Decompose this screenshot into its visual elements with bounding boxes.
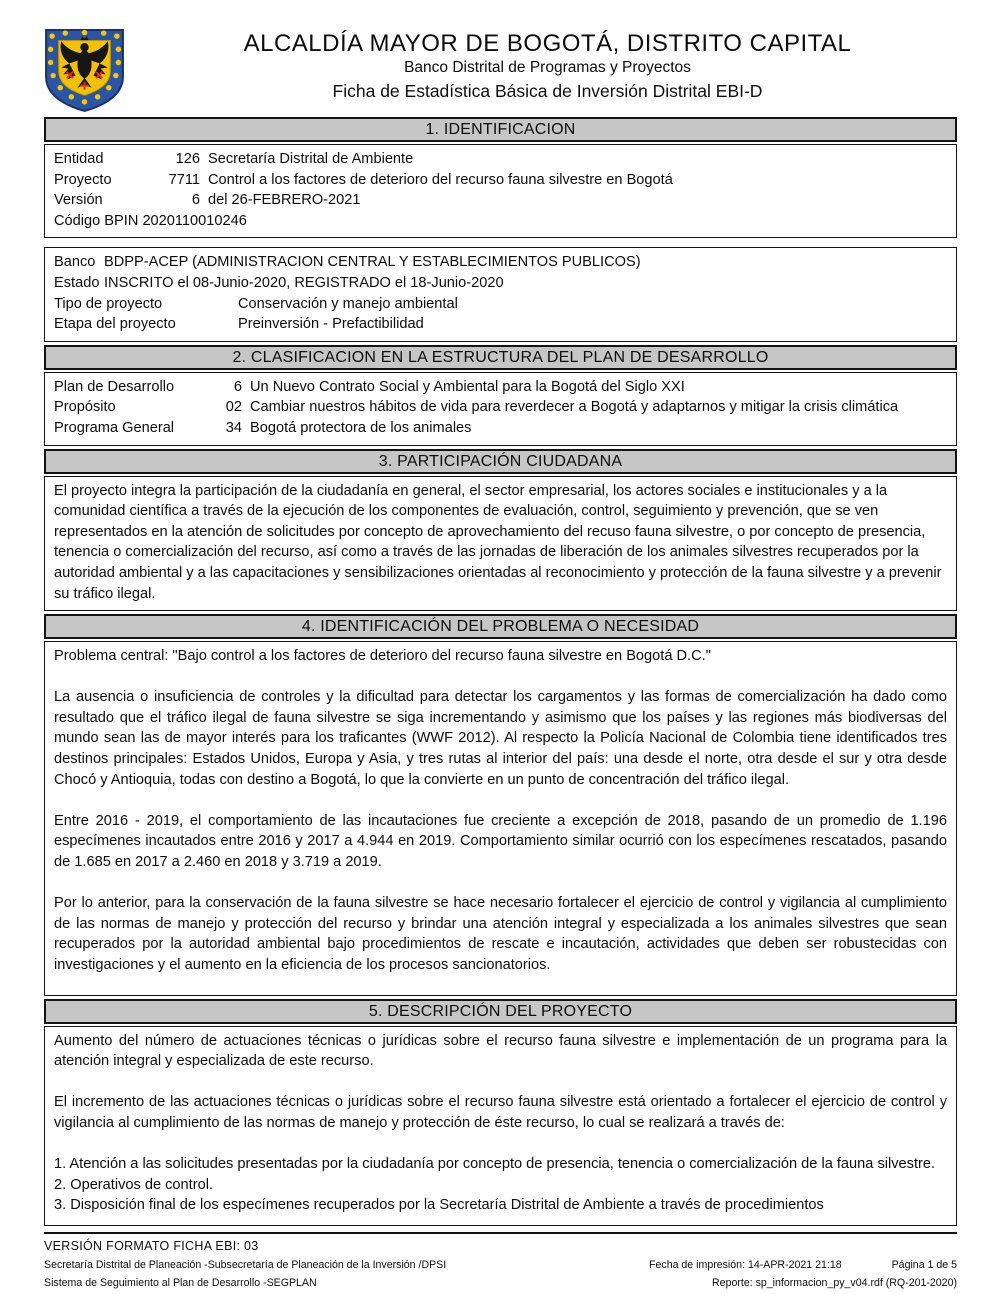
spacer bbox=[54, 976, 947, 989]
proposito-label: Propósito bbox=[54, 399, 116, 416]
field-row-codigo-bpin bbox=[54, 211, 947, 232]
entidad-code: 126 bbox=[175, 151, 200, 167]
estado-value: INSCRITO el 08-Junio-2020, REGISTRADO el 18-Junio-2020 bbox=[104, 274, 504, 291]
participation-paragraph: El proyecto integra la participación de la ciudadanía en general, el sector empresarial, los actores sociales e institucionales y a la comunidad científica a través de la ejecución de los componentes de evaluación, control, seguimiento y prevención, que se ven representados en la atención de solicitudes por concepto de aprovechamiento del recuso fauna silvestre, o por concepto de presencia, tenencia o comercialización del recurso, así como a través de las jornadas de liberación de los animales silvestres recuperados por la autoridad ambiental y a las capacitaciones y sensibilizaciones orientadas al reconocimiento y protección de la fauna silvestre y a prevenir su tráfico ilegal. bbox=[54, 482, 942, 602]
programa-value: Bogotá protectora de los animales bbox=[250, 419, 472, 436]
descripcion-paragraph-2: El incremento de las actuaciones técnicas o jurídicas sobre el recurso fauna silvestre está orientado a fortalecer el ejercicio de control y vigilancia al cumplimiento de las normas de manejo y protección de éste recurso, lo cual se realizará a través de: bbox=[54, 1094, 947, 1131]
document-header bbox=[0, 0, 1000, 114]
format-version-label: VERSIÓN FORMATO FICHA EBI: 03 bbox=[44, 1239, 259, 1253]
section-4-header bbox=[44, 614, 957, 639]
etapa-proyecto-value: Preinversión - Prefactibilidad bbox=[238, 316, 424, 333]
field-row-estado bbox=[54, 273, 947, 294]
entidad-value: Secretaría Distrital de Ambiente bbox=[208, 151, 414, 167]
etapa-proyecto-label: Etapa del proyecto bbox=[54, 316, 176, 333]
proyecto-label: Proyecto bbox=[54, 171, 112, 188]
programa-code: 34 bbox=[225, 419, 242, 436]
section-5-title: 5. DESCRIPCIÓN DEL PROYECTO bbox=[368, 1002, 633, 1020]
tipo-proyecto-value: Conservación y manejo ambiental bbox=[238, 295, 458, 312]
incautaciones-paragraph: Entre 2016 - 2019, el comportamiento de las incautaciones fue creciente a excepción de 2018, pasando de un promedio de 1.196 especímenes incautados entre 2016 y 2017 a 4.944 en 2019. Comportamiento similar ocurrió con los especímenes rescatados, pasando de 1.685 en 2017 a 2.460 en 2018 y 3.719 a 2019. bbox=[54, 812, 947, 871]
bank-info-box bbox=[44, 247, 957, 341]
descripcion-paragraph-1: Aumento del número de actuaciones técnicas o jurídicas sobre el recurso fauna silvestre e implementación de un programa para la atención integral y especializada de este recurso. bbox=[54, 1032, 947, 1070]
field-row-tipo-proyecto bbox=[54, 294, 947, 315]
title-block bbox=[95, 0, 1000, 103]
report-reference: Reporte: sp_informacion_py_v04.rdf (RQ-201-2020) bbox=[712, 1276, 957, 1289]
list-item-3: 3. Disposición final de los especímenes recuperados por la Secretaría Distrital de Ambiente a través de procedimientos bbox=[54, 1197, 824, 1214]
plan-value: Un Nuevo Contrato Social y Ambiental para la Bogotá del Siglo XXI bbox=[250, 378, 685, 395]
spacer bbox=[54, 667, 947, 688]
list-item-1: 1. Atención a las solicitudes presentadas por la ciudadanía por concepto de presencia, tenencia o comercialización de la fauna silvestre. bbox=[54, 1156, 936, 1173]
print-date: Fecha de impresión: 14-APR-2021 21:18 bbox=[649, 1259, 842, 1271]
proyecto-value: Control a los factores de deterioro del recurso fauna silvestre en Bogotá bbox=[208, 171, 673, 188]
estado-label: Estado bbox=[54, 274, 100, 291]
plan-label: Plan de Desarrollo bbox=[54, 378, 175, 395]
proposito-value: Cambiar nuestros hábitos de vida para reverdecer a Bogotá y adaptarnos y mitigar la crisis climática bbox=[250, 399, 899, 416]
banco-value: BDPP-ACEP (ADMINISTRACION CENTRAL Y ESTABLECIMIENTOS PUBLICOS) bbox=[104, 254, 641, 271]
section-5-header bbox=[44, 999, 957, 1024]
bpin-value: 2020110010246 bbox=[142, 212, 247, 229]
section-3-title: 3. PARTICIPACIÓN CIUDADANA bbox=[378, 452, 623, 470]
field-row-proposito bbox=[54, 397, 947, 418]
section-2-header bbox=[44, 345, 957, 370]
footer-entity-line: Secretaría Distrital de Planeación -Subsecretaría de Planeación de la Inversión /DPSI bbox=[44, 1259, 447, 1271]
page-indicator: Página 1 de 5 bbox=[891, 1259, 957, 1271]
footer-system-line: Sistema de Seguimiento al Plan de Desarrollo -SEGPLAN bbox=[44, 1276, 317, 1289]
version-label: Versión bbox=[54, 192, 103, 209]
page-title: ALCALDÍA MAYOR DE BOGOTÁ, DISTRITO CAPITAL bbox=[243, 30, 852, 57]
list-item-2: 2. Operativos de control. bbox=[54, 1176, 213, 1193]
proposito-code: 02 bbox=[225, 399, 242, 416]
citizen-participation-box bbox=[44, 476, 957, 612]
problema-context-paragraph: La ausencia o insuficiencia de controles y la dificultad para detectar los cargamentos y las formas de comercialización ha dado como resultado que el tráfico ilegal de fauna silvestre se siga incrementando y asimismo que los países y las regiones más biodiversas del mundo sean las de mayor interés para los traficantes (WWF 2012). Al respecto la Policía Nacional de Colombia tiene identificados tres destinos principales: Estados Unidos, Europa y Asia, y tres rutas al interior del país: una desde el norte, otra desde el sur y otra desde Chocó y Antioquia, todas con destino a Bogotá, lo que la convierte en un punto de concentración del tráfico ilegal. bbox=[54, 689, 947, 788]
field-row-entidad bbox=[54, 149, 947, 170]
footer-row-2 bbox=[44, 1277, 957, 1290]
field-row-version bbox=[54, 190, 947, 211]
field-row-programa-general bbox=[54, 418, 947, 439]
section-1-title: 1. IDENTIFICACION bbox=[425, 121, 576, 138]
page-subtitle: Banco Distrital de Programas y Proyectos bbox=[404, 59, 691, 76]
spacer bbox=[54, 1072, 947, 1093]
section-2-title: 2. CLASIFICACION EN LA ESTRUCTURA DEL PLAN DE DESARROLLO bbox=[232, 348, 769, 366]
identification-box bbox=[44, 144, 957, 238]
field-row-plan-desarrollo bbox=[54, 377, 947, 398]
tipo-proyecto-label: Tipo de proyecto bbox=[54, 295, 163, 312]
footer-row-1-right bbox=[649, 1259, 957, 1272]
plan-classification-box bbox=[44, 372, 957, 446]
section-1-header bbox=[44, 117, 957, 142]
page-footer bbox=[44, 1232, 957, 1289]
document-title: Ficha de Estadística Básica de Inversión Distrital EBI-D bbox=[332, 81, 763, 101]
section-3-header bbox=[44, 449, 957, 474]
problema-central-paragraph: Problema central: "Bajo control a los factores de deterioro del recurso fauna silvestre en Bogotá D.C." bbox=[54, 648, 711, 665]
bpin-label: Código BPIN bbox=[54, 212, 139, 229]
spacer bbox=[54, 790, 947, 811]
field-row-etapa-proyecto bbox=[54, 314, 947, 335]
banco-label: Banco bbox=[54, 254, 96, 271]
footer-row-1 bbox=[44, 1259, 957, 1272]
spacer bbox=[54, 873, 947, 894]
programa-label: Programa General bbox=[54, 419, 175, 436]
proyecto-code: 7711 bbox=[168, 171, 200, 188]
plan-code: 6 bbox=[233, 378, 242, 395]
entidad-label: Entidad bbox=[54, 151, 104, 167]
section-4-title: 4. IDENTIFICACIÓN DEL PROBLEMA O NECESIDAD bbox=[301, 618, 700, 636]
document-body bbox=[44, 114, 957, 1226]
field-row-banco bbox=[54, 252, 947, 273]
version-number: 6 bbox=[191, 192, 200, 209]
project-description-box bbox=[44, 1026, 957, 1226]
bogota-coat-of-arms-icon bbox=[40, 27, 129, 114]
version-value: del 26-FEBRERO-2021 bbox=[208, 192, 361, 209]
conclusion-paragraph: Por lo anterior, para la conservación de la fauna silvestre se hace necesario fortalecer el ejercicio de control y vigilancia al cumplimiento de las normas de manejo y protección del recurso y brindar una atención integral y especializada a los animales silvestres que sean recuperados por la autoridad ambiental bajo procedimientos de rescate e incautación, actividades que deben ser robustecidas con investigaciones y el aumento en la eficiencia de los procesos sancionatorios. bbox=[54, 895, 947, 973]
spacer bbox=[54, 1134, 947, 1155]
field-row-proyecto bbox=[54, 170, 947, 191]
problem-identification-box bbox=[44, 641, 957, 996]
